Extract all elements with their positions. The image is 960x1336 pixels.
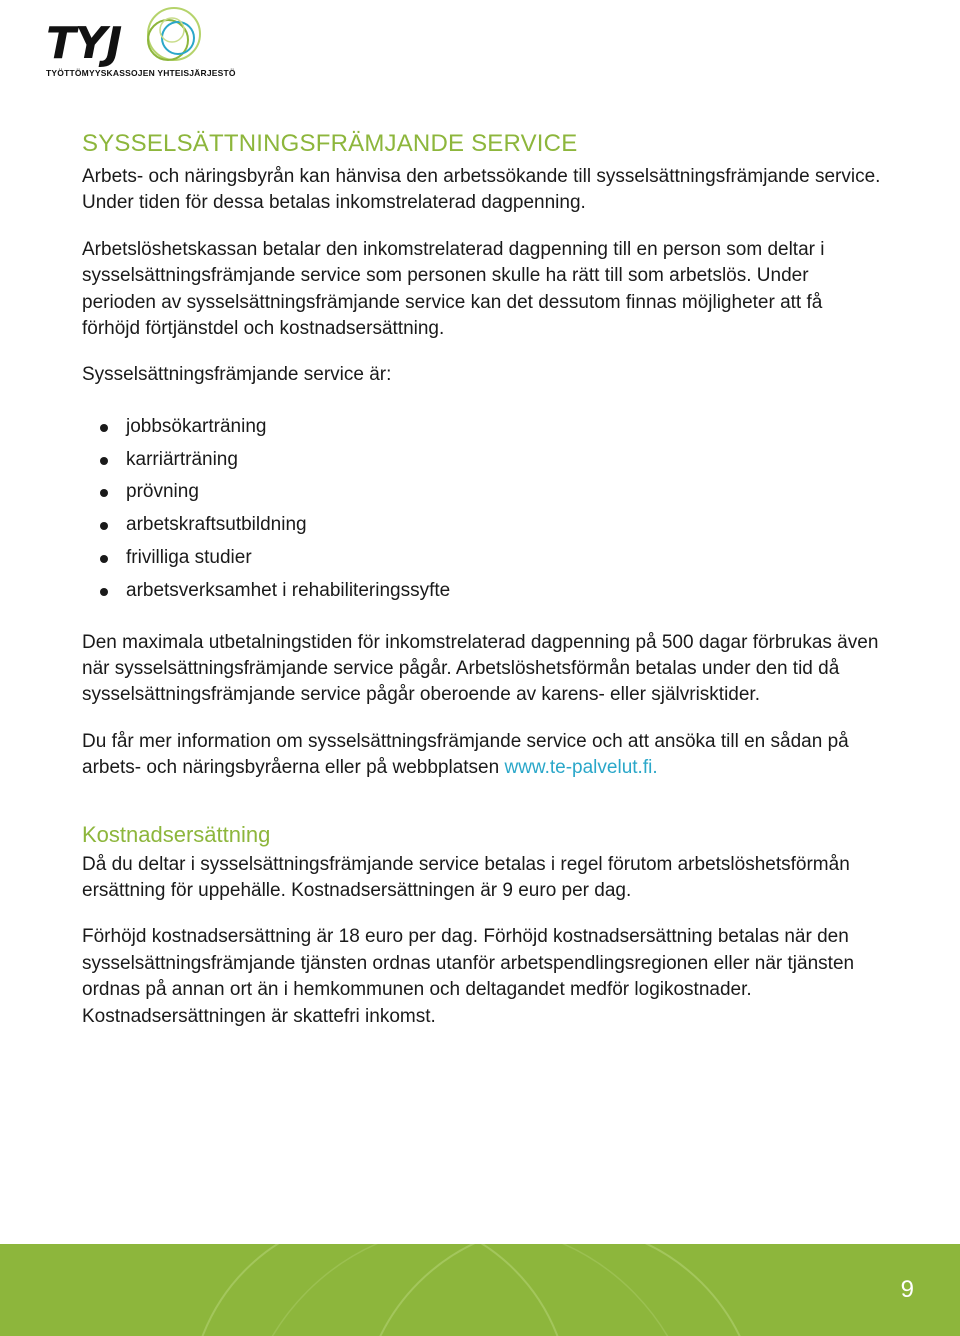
section-heading-service: SYSSELSÄTTNINGSFRÄMJANDE SERVICE (82, 130, 578, 157)
footer-band (0, 1244, 960, 1336)
logo-rings-icon (138, 2, 208, 72)
paragraph-max-period: Den maximala utbetalningstiden för inkomstrelaterad dagpenning på 500 dagar förbrukas även när sysselsättningsfrämjande service pågår. Arbetslöshetsförmån betalas under den tid då sysselsättningsfrämjande service pågår oberoende av karens- eller självrisktider. (82, 631, 879, 706)
paragraph-cost-raised: Förhöjd kostnadsersättning är 18 euro per dag. Förhöjd kostnadsersättning betalas när den sysselsättningsfrämjande tjänsten ordnas utanför arbetspendlingsregionen eller när tjänsten ordnas på annan ort än i hemkommunen och deltagandet medför logikostnader. Kostnadsersättningen är skattefri inkomst. (82, 926, 855, 1027)
paragraph-intro: Arbets- och näringsbyrån kan hänvisa den arbetssökande till sysselsättningsfrämjande service. Under tiden för dessa betalas inkomstrelaterad dagpenning. (82, 166, 881, 214)
list-item: frivilliga studier (126, 542, 882, 575)
footer-rings-decoration (0, 1244, 960, 1336)
section-heading-cost: Kostnadsersättning (82, 821, 271, 847)
main-content (82, 130, 882, 1030)
logo (40, 0, 236, 90)
list-item: jobbsökarträning (126, 411, 882, 444)
logo-mark: TYJ (46, 18, 122, 69)
service-list (82, 411, 882, 608)
more-info-text: Du får mer information om sysselsättningsfrämjande service och att ansöka till en sådan på arbets- och näringsbyråerna eller på webbplatsen (82, 730, 849, 779)
website-link[interactable]: www.te-palvelut.fi. (504, 757, 658, 779)
logo-subtitle: TYÖTTÖMYYSKASSOJEN YHTEISJÄRJESTÖ (46, 68, 236, 78)
list-item: prövning (126, 476, 882, 509)
paragraph-more-info (82, 729, 882, 782)
list-item: karriärträning (126, 444, 882, 477)
list-intro: Sysselsättningsfrämjande service är: (82, 364, 392, 386)
page-number: 9 (900, 1276, 914, 1303)
list-item: arbetsverksamhet i rehabiliteringssyfte (126, 575, 882, 608)
list-item: arbetskraftsutbildning (126, 509, 882, 542)
paragraph-cost-basic: Då du deltar i sysselsättningsfrämjande service betalas i regel förutom arbetslöshetsförmån ersättning för uppehälle. Kostnadsersättningen är 9 euro per dag. (82, 853, 850, 902)
paragraph-fund-payment: Arbetslöshetskassan betalar den inkomstrelaterad dagpenning till en person som deltar i sysselsättningsfrämjande service som personen skulle ha rätt till som arbetslös. Under perioden av sysselsättningsfrämjande service kan det dessutom finnas möjligheter att få förhöjd förtjänstdel och kostnadsersättning. (82, 238, 825, 340)
